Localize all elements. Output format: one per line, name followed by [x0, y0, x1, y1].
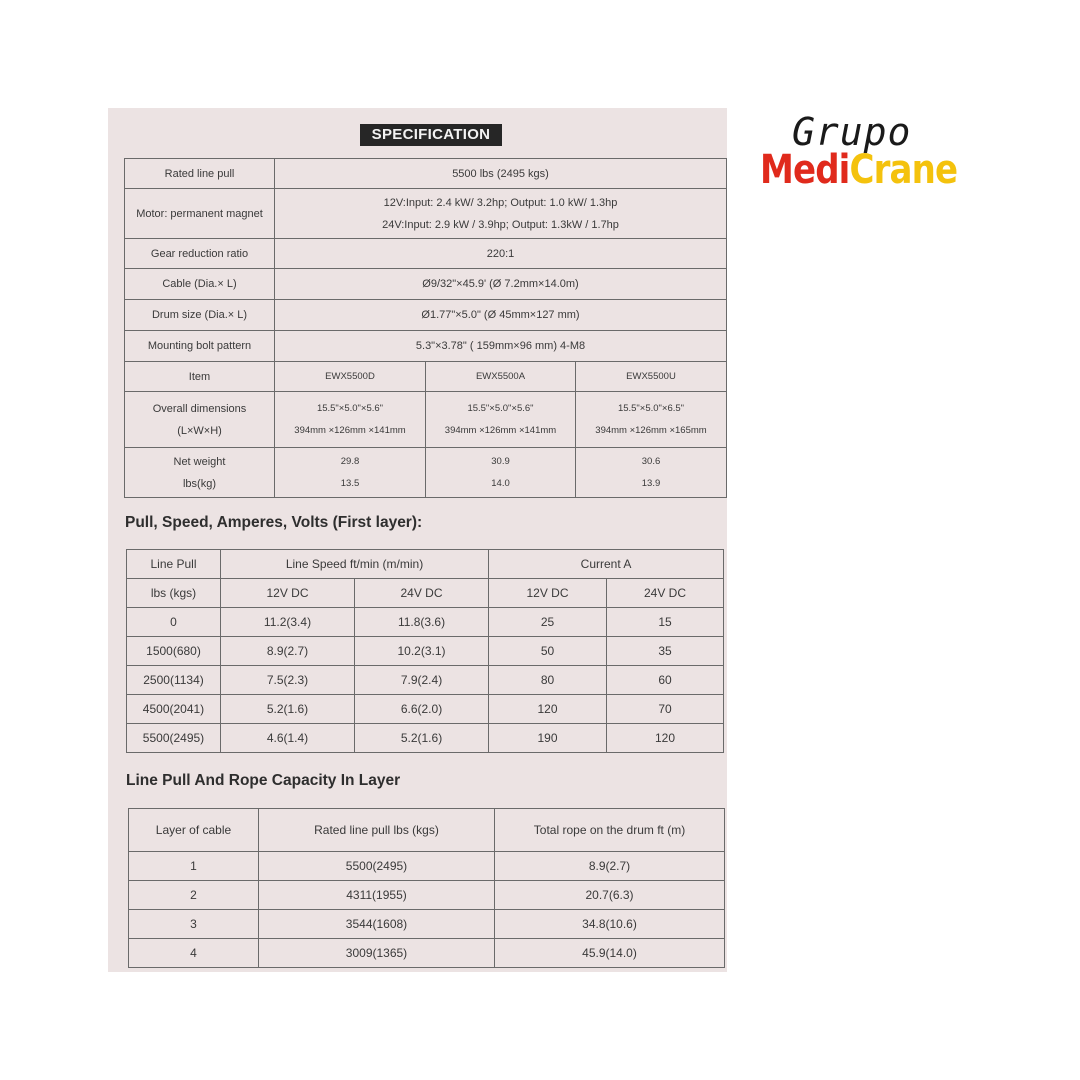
- lbs-kgs-header: lbs (kgs): [127, 579, 221, 608]
- table-cell: 20.7(6.3): [495, 881, 725, 910]
- table-cell: 60: [607, 666, 724, 695]
- table-cell: 3009(1365): [259, 939, 495, 968]
- table-cell: 4.6(1.4): [221, 724, 355, 753]
- dimensions-mm: 394mm ×126mm ×141mm: [444, 424, 557, 436]
- logo-part-crane: Crane: [849, 147, 958, 193]
- logo-part-medi: Medi: [760, 147, 850, 193]
- table-row: [125, 239, 727, 269]
- table-cell: 70: [607, 695, 724, 724]
- dimensions-inches: 15.5"×5.0"×6.5": [617, 402, 685, 414]
- table-cell: 3: [129, 910, 259, 939]
- motor-line-12v: 12V:Input: 2.4 kW/ 3.2hp; Output: 1.0 kW/ 1.3hp: [383, 196, 618, 209]
- motor-line-24v: 24V:Input: 2.9 kW / 3.9hp; Output: 1.3kW / 1.7hp: [382, 218, 619, 231]
- table-cell: 120: [489, 695, 607, 724]
- spec-title: SPECIFICATION: [360, 124, 502, 146]
- table-cell: 5500(2495): [127, 724, 221, 753]
- weight-lbs: 30.9: [491, 455, 510, 467]
- dimensions-inches: 15.5"×5.0"×5.6": [316, 402, 384, 414]
- table-row: [125, 159, 727, 189]
- grupo-medicrane-logo: [760, 110, 975, 205]
- table-cell: 8.9(2.7): [221, 637, 355, 666]
- rope-capacity-heading: Line Pull And Rope Capacity In Layer: [126, 772, 401, 789]
- motor-label: Motor: permanent magnet: [125, 189, 275, 239]
- table-cell: 50: [489, 637, 607, 666]
- table-cell: 0: [127, 608, 221, 637]
- table-cell: 80: [489, 666, 607, 695]
- table-row: [129, 939, 725, 968]
- cable-value: Ø9/32"×45.9' (Ø 7.2mm×14.0m): [275, 269, 727, 300]
- dimensions-label-line1: Overall dimensions: [152, 402, 247, 415]
- dimensions-mm: 394mm ×126mm ×141mm: [294, 424, 406, 436]
- table-cell: 2: [129, 881, 259, 910]
- line-speed-header: Line Speed ft/min (m/min): [221, 550, 489, 579]
- table-cell: 15: [607, 608, 724, 637]
- table-row: [127, 666, 724, 695]
- weight-label-line1: Net weight: [173, 455, 226, 468]
- table-cell: 34.8(10.6): [495, 910, 725, 939]
- weight-value: [275, 448, 426, 498]
- table-row: [125, 269, 727, 300]
- item-label: Item: [125, 362, 275, 392]
- table-cell: 8.9(2.7): [495, 852, 725, 881]
- pull-speed-table: [126, 549, 724, 753]
- dimensions-value: [275, 392, 426, 448]
- table-cell: 35: [607, 637, 724, 666]
- dimensions-value: [576, 392, 727, 448]
- table-row: [125, 300, 727, 331]
- weight-kg: 14.0: [491, 477, 510, 489]
- dimensions-value: [426, 392, 576, 448]
- weight-kg: 13.5: [340, 477, 360, 489]
- speed-24v-header: 24V DC: [355, 579, 489, 608]
- drum-label: Drum size (Dia.× L): [125, 300, 275, 331]
- table-cell: 120: [607, 724, 724, 753]
- current-12v-header: 12V DC: [489, 579, 607, 608]
- logo-text-bottom: [760, 146, 957, 194]
- table-cell: 10.2(3.1): [355, 637, 489, 666]
- total-rope-header: Total rope on the drum ft (m): [495, 809, 725, 852]
- table-row: [129, 852, 725, 881]
- table-row: [129, 881, 725, 910]
- weight-lbs: 29.8: [340, 455, 360, 467]
- table-cell: 190: [489, 724, 607, 753]
- gear-value: 220:1: [275, 239, 727, 269]
- table-cell: 1500(680): [127, 637, 221, 666]
- mounting-label: Mounting bolt pattern: [125, 331, 275, 362]
- spec-table: [124, 158, 727, 498]
- table-cell: 25: [489, 608, 607, 637]
- item-model: EWX5500U: [576, 362, 727, 392]
- table-cell: 5.2(1.6): [355, 724, 489, 753]
- rope-capacity-table: [128, 808, 725, 968]
- item-model: EWX5500D: [275, 362, 426, 392]
- table-row: [125, 331, 727, 362]
- table-row: [127, 579, 724, 608]
- table-row: [127, 608, 724, 637]
- table-cell: 45.9(14.0): [495, 939, 725, 968]
- table-cell: 7.5(2.3): [221, 666, 355, 695]
- table-row: [129, 910, 725, 939]
- weight-label-line2: lbs(kg): [182, 477, 216, 490]
- item-model: EWX5500A: [426, 362, 576, 392]
- speed-12v-header: 12V DC: [221, 579, 355, 608]
- current-header: Current A: [489, 550, 724, 579]
- pull-speed-rows: [127, 608, 724, 753]
- table-cell: 11.2(3.4): [221, 608, 355, 637]
- mounting-value: 5.3"×3.78" ( 159mm×96 mm) 4-M8: [275, 331, 727, 362]
- weight-label: [125, 448, 275, 498]
- table-cell: 5500(2495): [259, 852, 495, 881]
- weight-lbs: 30.6: [641, 455, 661, 467]
- rated-line-pull-label: Rated line pull: [125, 159, 275, 189]
- weight-kg: 13.9: [641, 477, 661, 489]
- table-row: [125, 189, 727, 239]
- table-cell: 5.2(1.6): [221, 695, 355, 724]
- dimensions-inches: 15.5"×5.0"×5.6": [467, 402, 534, 414]
- table-cell: 4500(2041): [127, 695, 221, 724]
- weight-value: [576, 448, 727, 498]
- table-row: [125, 392, 727, 448]
- motor-value: [275, 189, 727, 239]
- table-cell: 1: [129, 852, 259, 881]
- table-row: [127, 724, 724, 753]
- table-cell: 4: [129, 939, 259, 968]
- table-row: [127, 550, 724, 579]
- table-cell: 6.6(2.0): [355, 695, 489, 724]
- dimensions-label: [125, 392, 275, 448]
- layer-header: Layer of cable: [129, 809, 259, 852]
- table-cell: 2500(1134): [127, 666, 221, 695]
- rope-capacity-rows: [129, 852, 725, 968]
- table-row: [125, 362, 727, 392]
- dimensions-label-line2: (L×W×H): [177, 424, 222, 437]
- table-cell: 4311(1955): [259, 881, 495, 910]
- dimensions-mm: 394mm ×126mm ×165mm: [595, 424, 707, 436]
- rated-pull-header: Rated line pull lbs (kgs): [259, 809, 495, 852]
- table-row: [125, 448, 727, 498]
- pull-speed-heading: Pull, Speed, Amperes, Volts (First layer):: [125, 514, 423, 531]
- spec-sheet: [108, 108, 727, 972]
- cable-label: Cable (Dia.× L): [125, 269, 275, 300]
- line-pull-header: Line Pull: [127, 550, 221, 579]
- table-cell: 11.8(3.6): [355, 608, 489, 637]
- table-row: [129, 809, 725, 852]
- rated-line-pull-value: 5500 lbs (2495 kgs): [275, 159, 727, 189]
- weight-value: [426, 448, 576, 498]
- gear-label: Gear reduction ratio: [125, 239, 275, 269]
- table-cell: 7.9(2.4): [355, 666, 489, 695]
- table-row: [127, 637, 724, 666]
- table-row: [127, 695, 724, 724]
- current-24v-header: 24V DC: [607, 579, 724, 608]
- logo-text-top: Grupo: [792, 110, 912, 154]
- drum-value: Ø1.77"×5.0" (Ø 45mm×127 mm): [275, 300, 727, 331]
- table-cell: 3544(1608): [259, 910, 495, 939]
